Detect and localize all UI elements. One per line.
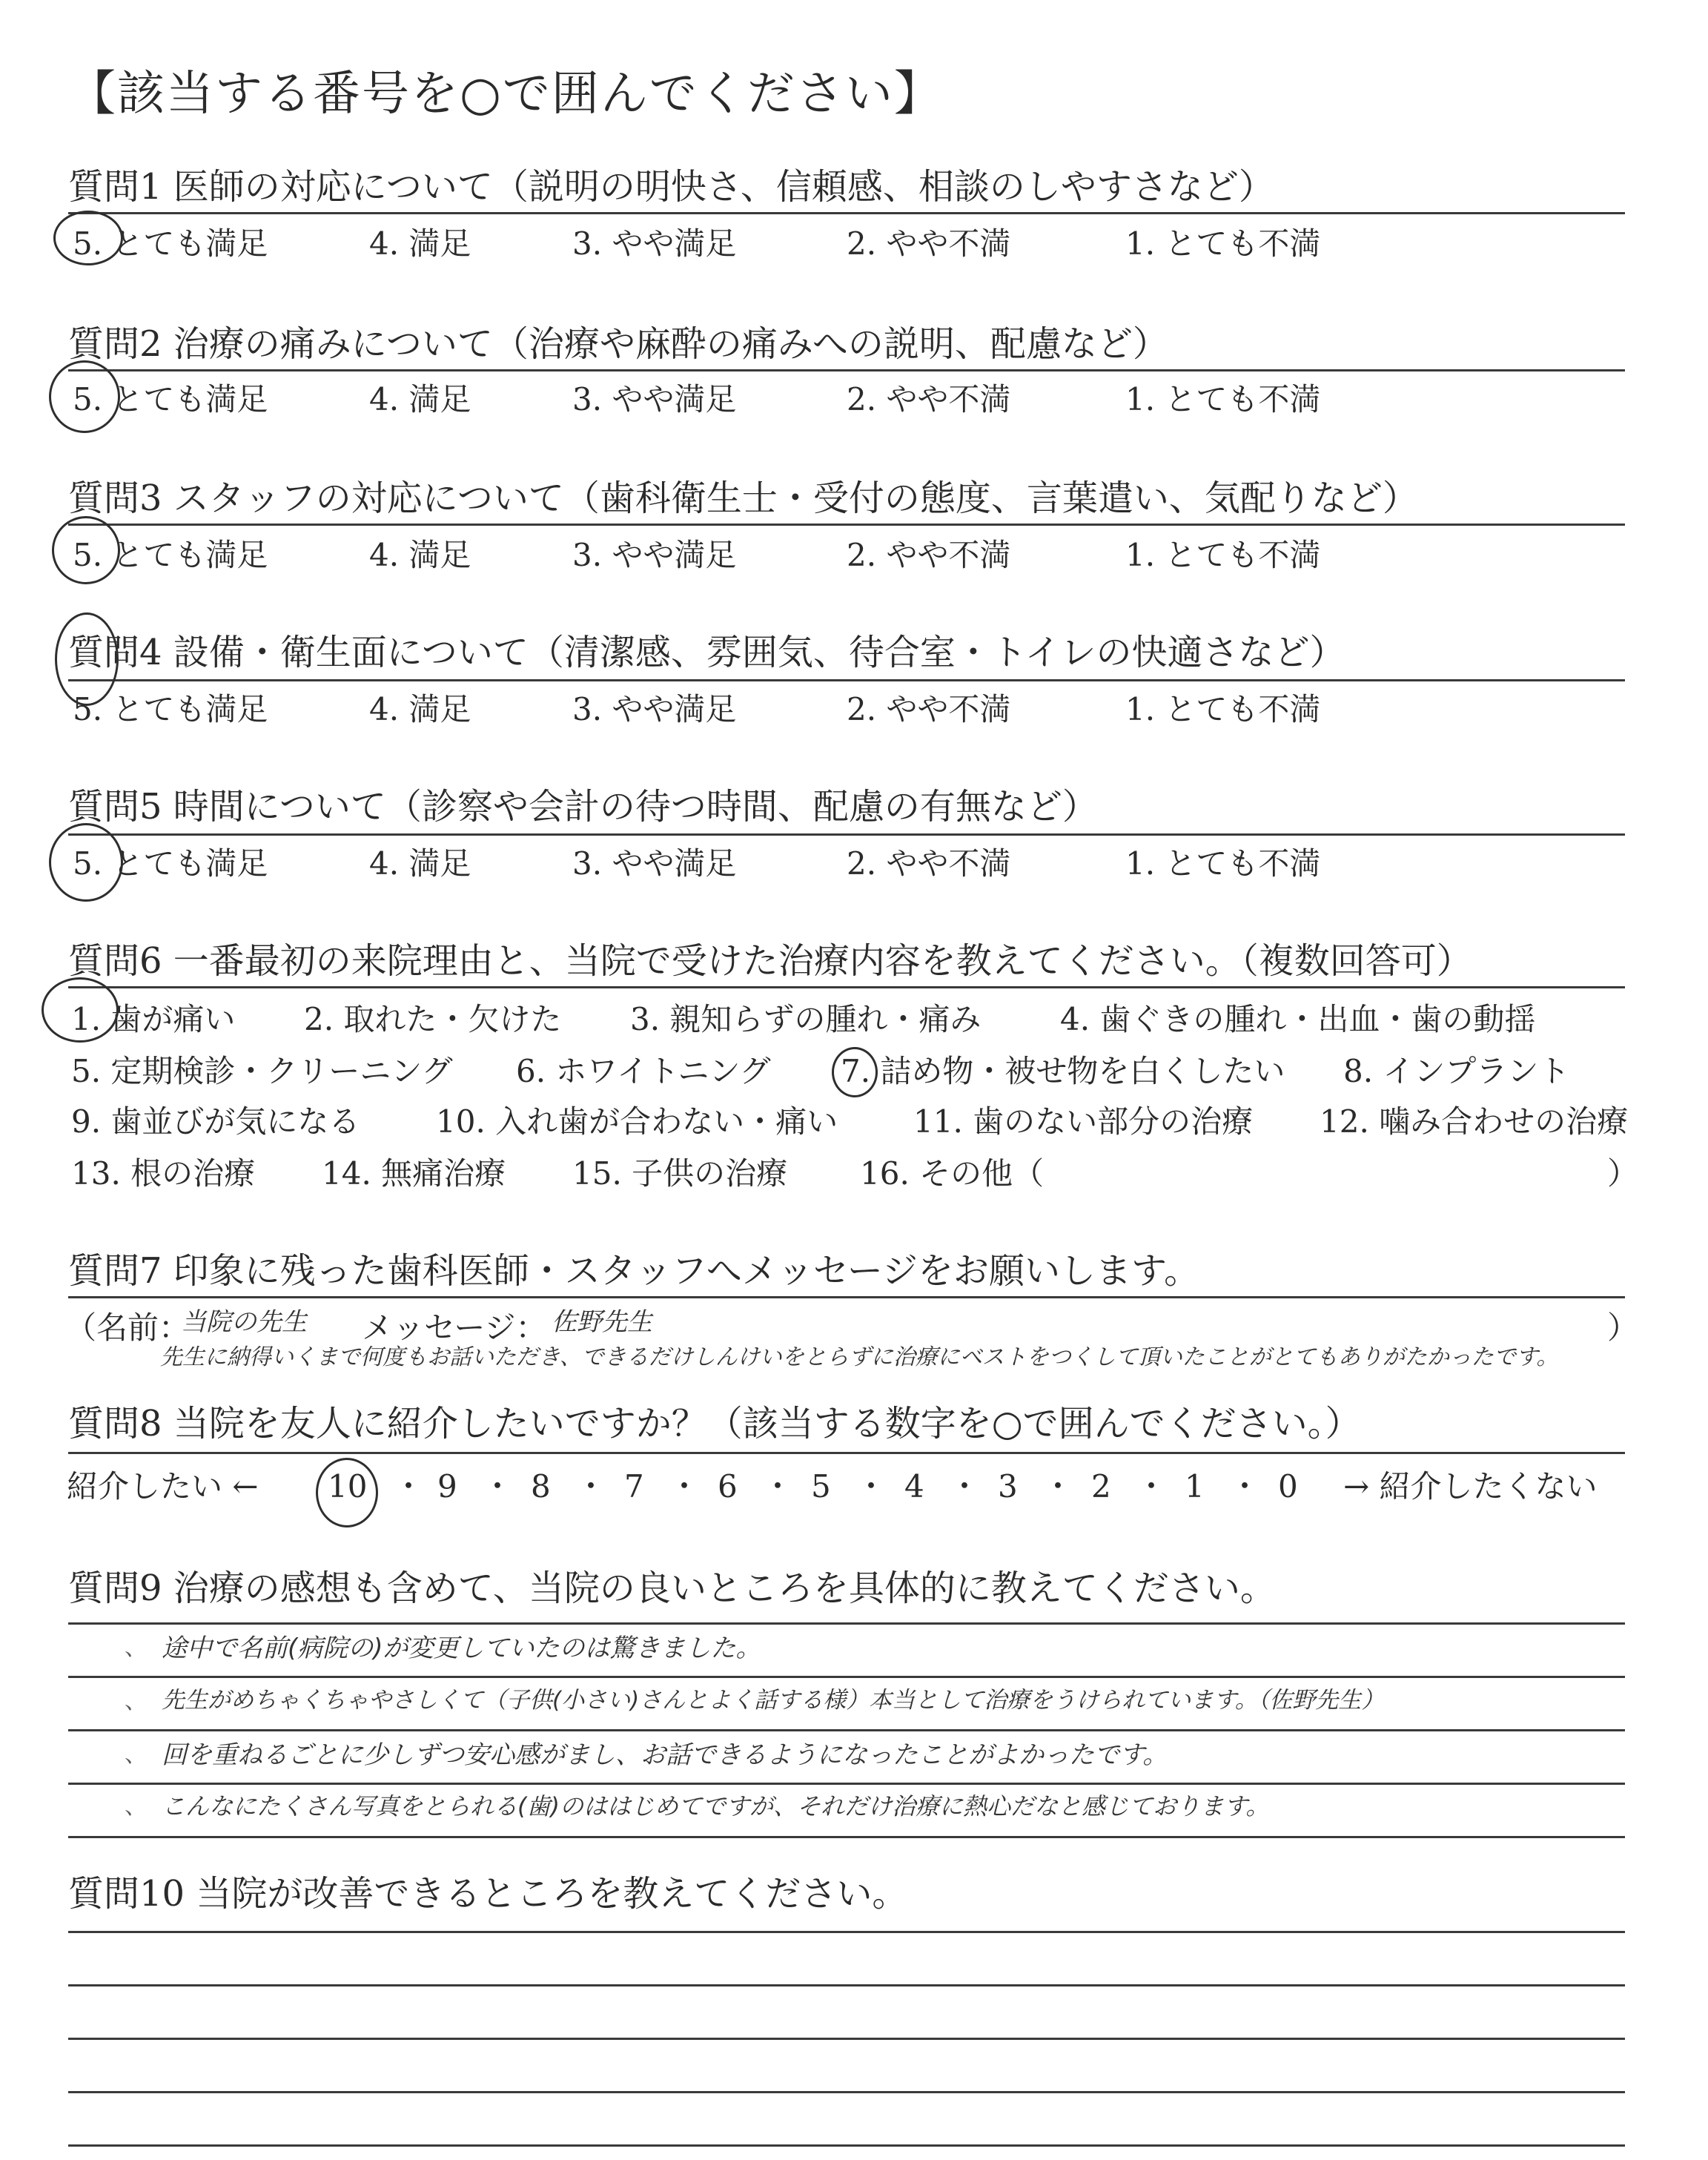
option-3[interactable]: 3. やや満足 bbox=[572, 225, 737, 262]
answer-line-blank[interactable] bbox=[68, 1931, 1625, 1933]
scale-dot: ・ bbox=[949, 1468, 981, 1505]
option-1[interactable]: 1. とても不満 bbox=[1125, 225, 1321, 262]
scale-right-label: → 紹介したくない bbox=[1343, 1468, 1598, 1505]
selection-circle bbox=[832, 1047, 878, 1097]
option-16[interactable]: 16. その他（ bbox=[860, 1155, 1045, 1192]
option-9[interactable]: 9. 歯並びが気になる bbox=[71, 1103, 360, 1140]
scale-dot: ・ bbox=[1229, 1468, 1261, 1505]
option-1[interactable]: 1. とても不満 bbox=[1125, 381, 1321, 417]
option-13[interactable]: 13. 根の治療 bbox=[71, 1155, 256, 1192]
message-close-paren: ） bbox=[1607, 1309, 1639, 1346]
scale-number-3[interactable]: 3 bbox=[998, 1468, 1018, 1505]
selection-circle bbox=[49, 823, 123, 902]
option-2[interactable]: 2. やや不満 bbox=[847, 845, 1011, 882]
answer-line-3[interactable]: 回を重ねるごとに少しずつ安心感がまし、お話できるようになったことがよかったです。 bbox=[162, 1740, 1168, 1770]
option-2[interactable]: 2. やや不満 bbox=[847, 691, 1011, 727]
option-3[interactable]: 3. 親知らずの腫れ・痛み bbox=[630, 1001, 982, 1037]
selection-circle bbox=[52, 516, 120, 584]
option-5[interactable]: 5. とても満足 bbox=[73, 381, 268, 417]
scale-dot: ・ bbox=[1042, 1468, 1074, 1505]
option-2[interactable]: 2. やや不満 bbox=[847, 225, 1011, 262]
option-2[interactable]: 2. やや不満 bbox=[847, 381, 1011, 417]
question-1-title: 質問1 医師の対応について（説明の明快さ、信頼感、相談のしやすさなど） bbox=[68, 166, 1274, 208]
rule bbox=[68, 1296, 1625, 1298]
name-value[interactable]: 当院の先生 bbox=[181, 1307, 307, 1337]
rule bbox=[68, 1452, 1625, 1454]
option-6[interactable]: 6. ホワイトニング bbox=[516, 1053, 771, 1089]
option-3[interactable]: 3. やや満足 bbox=[572, 691, 737, 727]
selection-circle bbox=[316, 1458, 378, 1527]
scale-number-2[interactable]: 2 bbox=[1091, 1468, 1111, 1505]
rule bbox=[68, 1836, 1625, 1838]
question-8-title: 質問8 当院を友人に紹介したいですか？（該当する数字を○で囲んでください。） bbox=[68, 1403, 1361, 1444]
question-3-title: 質問3 スタッフの対応について（歯科衛生士・受付の態度、言葉遣い、気配りなど） bbox=[68, 478, 1418, 519]
option-2[interactable]: 2. やや不満 bbox=[847, 537, 1011, 573]
scale-number-1[interactable]: 1 bbox=[1185, 1468, 1205, 1505]
scale-dot: ・ bbox=[482, 1468, 514, 1505]
question-4-title: 質問4 設備・衛生面について（清潔感、雰囲気、待合室・トイレの快適さなど） bbox=[68, 632, 1345, 673]
scale-number-4[interactable]: 4 bbox=[904, 1468, 924, 1505]
question-10-title: 質問10 当院が改善できるところを教えてください。 bbox=[68, 1873, 908, 1915]
scale-dot: ・ bbox=[575, 1468, 607, 1505]
answer-line-1[interactable]: 途中で名前(病院の)が変更していたのは驚きました。 bbox=[162, 1634, 761, 1663]
scale-dot: ・ bbox=[1136, 1468, 1168, 1505]
rule bbox=[68, 369, 1625, 371]
other-close-paren: ） bbox=[1607, 1155, 1639, 1192]
scale-left-label: 紹介したい ← bbox=[67, 1468, 259, 1505]
rule bbox=[68, 1676, 1625, 1678]
selection-circle bbox=[49, 360, 120, 433]
option-4[interactable]: 4. 満足 bbox=[369, 225, 471, 262]
answer-line-blank[interactable] bbox=[68, 2038, 1625, 2040]
selection-circle bbox=[53, 211, 123, 265]
option-3[interactable]: 3. やや満足 bbox=[572, 845, 737, 882]
bullet-mark: 、 bbox=[125, 1635, 147, 1661]
option-5[interactable]: 5. とても満足 bbox=[73, 537, 268, 573]
answer-line-blank[interactable] bbox=[68, 2144, 1625, 2147]
answer-line-2[interactable]: 先生がめちゃくちゃやさしくて（子供(小さい)さんとよく話する様）本当として治療をうけられています。（佐野先生） bbox=[162, 1687, 1385, 1714]
option-14[interactable]: 14. 無痛治療 bbox=[322, 1155, 506, 1192]
scale-dot: ・ bbox=[762, 1468, 794, 1505]
bullet-mark: 、 bbox=[125, 1688, 147, 1714]
option-5[interactable]: 5. とても満足 bbox=[73, 845, 268, 882]
selection-circle bbox=[42, 977, 119, 1043]
rule bbox=[68, 1622, 1625, 1625]
rule bbox=[68, 1729, 1625, 1731]
scale-number-7[interactable]: 7 bbox=[624, 1468, 644, 1505]
option-1[interactable]: 1. とても不満 bbox=[1125, 845, 1321, 882]
question-6-title: 質問6 一番最初の来院理由と、当院で受けた治療内容を教えてください。（複数回答可） bbox=[68, 940, 1472, 982]
rule bbox=[68, 833, 1625, 836]
answer-line-4[interactable]: こんなにたくさん写真をとられる(歯)のははじめてですが、それだけ治療に熱心だなと感じております。 bbox=[162, 1792, 1270, 1820]
option-1[interactable]: 1. 歯が痛い bbox=[71, 1001, 236, 1037]
bullet-mark: 、 bbox=[125, 1794, 147, 1820]
question-9-title: 質問9 治療の感想も含めて、当院の良いところを具体的に教えてください。 bbox=[68, 1568, 1276, 1609]
selection-circle bbox=[55, 612, 119, 706]
option-5[interactable]: 5. とても満足 bbox=[73, 225, 268, 262]
answer-line-blank[interactable] bbox=[68, 1984, 1625, 1986]
scale-number-5[interactable]: 5 bbox=[811, 1468, 831, 1505]
message-value[interactable]: 佐野先生 bbox=[552, 1307, 652, 1337]
option-10[interactable]: 10. 入れ歯が合わない・痛い bbox=[436, 1103, 838, 1140]
option-11[interactable]: 11. 歯のない部分の治療 bbox=[913, 1103, 1254, 1140]
option-8[interactable]: 8. インプラント bbox=[1343, 1053, 1570, 1089]
page-title: 【該当する番号を○で囲んでください】 bbox=[68, 67, 943, 122]
option-4[interactable]: 4. 満足 bbox=[369, 845, 471, 882]
option-7[interactable]: 7. 詰め物・被せ物を白くしたい bbox=[841, 1053, 1285, 1089]
scale-number-9[interactable]: 9 bbox=[437, 1468, 457, 1505]
option-12[interactable]: 12. 噛み合わせの治療 bbox=[1320, 1103, 1629, 1140]
question-2-title: 質問2 治療の痛みについて（治療や麻酔の痛みへの説明、配慮など） bbox=[68, 323, 1168, 365]
option-5[interactable]: 5. とても満足 bbox=[73, 691, 268, 727]
option-15[interactable]: 15. 子供の治療 bbox=[572, 1155, 788, 1192]
option-5[interactable]: 5. 定期検診・クリーニング bbox=[71, 1053, 453, 1089]
scale-number-8[interactable]: 8 bbox=[531, 1468, 551, 1505]
option-4[interactable]: 4. 満足 bbox=[369, 537, 471, 573]
rule bbox=[68, 679, 1625, 681]
rule bbox=[68, 212, 1625, 214]
question-5-title: 質問5 時間について（診察や会計の待つ時間、配慮の有無など） bbox=[68, 786, 1098, 828]
bullet-mark: 、 bbox=[125, 1742, 147, 1768]
scale-dot: ・ bbox=[855, 1468, 887, 1505]
scale-number-10[interactable]: 10 bbox=[328, 1468, 368, 1505]
name-label: （名前： bbox=[65, 1309, 191, 1346]
scale-dot: ・ bbox=[669, 1468, 701, 1505]
rule bbox=[68, 524, 1625, 526]
option-4[interactable]: 4. 満足 bbox=[369, 381, 471, 417]
question-7-title: 質問7 印象に残った歯科医師・スタッフへメッセージをお願いします。 bbox=[68, 1250, 1200, 1292]
message-handwritten-text[interactable]: 先生に納得いくまで何度もお話いただき、できるだけしんけいをとらずに治療にベストをつくして頂いたことがとてもありがたかったです。 bbox=[160, 1344, 1559, 1370]
answer-line-blank[interactable] bbox=[68, 2091, 1625, 2093]
option-4[interactable]: 4. 歯ぐきの腫れ・出血・歯の動揺 bbox=[1060, 1001, 1536, 1037]
option-3[interactable]: 3. やや満足 bbox=[572, 537, 737, 573]
option-3[interactable]: 3. やや満足 bbox=[572, 381, 737, 417]
option-1[interactable]: 1. とても不満 bbox=[1125, 691, 1321, 727]
scale-dot: ・ bbox=[393, 1468, 425, 1505]
message-label: メッセージ： bbox=[362, 1309, 547, 1346]
scale-number-0[interactable]: 0 bbox=[1278, 1468, 1298, 1505]
scale-number-6[interactable]: 6 bbox=[718, 1468, 738, 1505]
rule bbox=[68, 986, 1625, 988]
option-2[interactable]: 2. 取れた・欠けた bbox=[304, 1001, 562, 1037]
option-4[interactable]: 4. 満足 bbox=[369, 691, 471, 727]
option-1[interactable]: 1. とても不満 bbox=[1125, 537, 1321, 573]
rule bbox=[68, 1783, 1625, 1785]
